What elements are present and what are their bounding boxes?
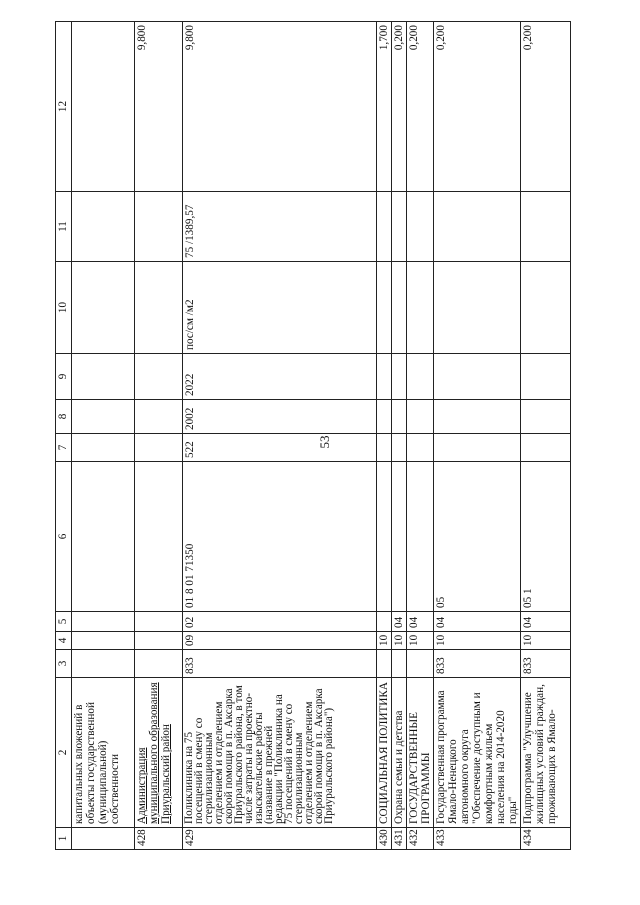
header-cell: 7	[56, 434, 72, 462]
subsection-cell	[377, 612, 392, 632]
target-article-cell	[407, 462, 434, 612]
section-cell: 10	[407, 632, 434, 650]
code-cell: 833	[434, 650, 521, 678]
end-year-cell	[135, 354, 183, 400]
code-cell	[135, 650, 183, 678]
end-year-cell	[521, 354, 571, 400]
row-name: Администрация муниципального образования Приуральский район	[135, 678, 183, 828]
target-article-cell: 05	[434, 462, 521, 612]
header-row	[56, 22, 72, 850]
start-year-cell	[392, 400, 407, 434]
end-year-cell	[392, 354, 407, 400]
header-cell: 6	[56, 462, 72, 612]
budget-table-rotated	[55, 22, 570, 850]
row-name: Поликлиника на 75 посещений в смену со стерилизационным отделением и отделением скорой помощи в п. Аксарка Приуральского района, в том числе затраты на проектно-изыскательские работы (название в прежней редакции "Поликлиника на 75 посещений в смену со стерилизационным отделением и отделением скорой помощи в п. Аксарка Приуральского района")	[183, 678, 377, 828]
code-cell: 833	[183, 650, 377, 678]
expense-type-cell	[521, 434, 571, 462]
unit-cell	[135, 262, 183, 354]
expense-type-cell	[377, 434, 392, 462]
amount-cell: 1,700	[377, 22, 392, 192]
unit-cell	[407, 262, 434, 354]
code-cell	[392, 650, 407, 678]
subsection-cell	[135, 612, 183, 632]
subsection-cell: 04	[407, 612, 434, 632]
page-number: 53	[317, 435, 332, 449]
end-year-cell	[434, 354, 521, 400]
target-article-cell: 01 8 01 71350	[183, 462, 377, 612]
end-year-cell	[72, 354, 135, 400]
row-number: 429	[183, 828, 377, 850]
code-cell	[72, 650, 135, 678]
section-cell: 10	[377, 632, 392, 650]
capacity-cell	[434, 192, 521, 262]
target-article-cell	[392, 462, 407, 612]
table-row	[135, 22, 183, 850]
section-cell	[72, 632, 135, 650]
header-cell: 8	[56, 400, 72, 434]
row-number: 431	[392, 828, 407, 850]
table-row	[72, 22, 135, 850]
table-row	[183, 22, 377, 850]
header-cell: 5	[56, 612, 72, 632]
header-cell: 4	[56, 632, 72, 650]
row-name: СОЦИАЛЬНАЯ ПОЛИТИКА	[377, 678, 392, 828]
unit-cell: пос/см /м2	[183, 262, 377, 354]
row-number: 433	[434, 828, 521, 850]
section-cell	[135, 632, 183, 650]
table-row	[434, 22, 521, 850]
capacity-cell: 75 /1389,57	[183, 192, 377, 262]
target-article-cell	[135, 462, 183, 612]
amount-cell: 0,200	[407, 22, 434, 192]
section-cell: 10	[521, 632, 571, 650]
capacity-cell	[407, 192, 434, 262]
subsection-cell: 02	[183, 612, 377, 632]
code-cell	[407, 650, 434, 678]
target-article-cell	[377, 462, 392, 612]
start-year-cell	[72, 400, 135, 434]
header-cell: 1	[56, 828, 72, 850]
end-year-cell	[377, 354, 392, 400]
unit-cell	[72, 262, 135, 354]
row-number	[72, 828, 135, 850]
table-row	[521, 22, 571, 850]
start-year-cell	[521, 400, 571, 434]
table-row	[392, 22, 407, 850]
amount-cell: 9,800	[183, 22, 377, 192]
expense-type-cell	[135, 434, 183, 462]
start-year-cell	[434, 400, 521, 434]
target-article-cell	[72, 462, 135, 612]
capacity-cell	[521, 192, 571, 262]
end-year-cell	[407, 354, 434, 400]
expense-type-cell	[392, 434, 407, 462]
row-name: капитальных вложений в объекты государственной (муниципальной) собственности	[72, 678, 135, 828]
start-year-cell	[377, 400, 392, 434]
end-year-cell: 2022	[183, 354, 377, 400]
section-cell: 10	[434, 632, 521, 650]
start-year-cell	[135, 400, 183, 434]
code-cell: 833	[521, 650, 571, 678]
unit-cell	[377, 262, 392, 354]
capacity-cell	[377, 192, 392, 262]
capacity-cell	[72, 192, 135, 262]
row-name: ГОСУДАРСТВЕННЫЕ ПРОГРАММЫ	[407, 678, 434, 828]
expense-type-cell: 522	[183, 434, 377, 462]
amount-cell	[72, 22, 135, 192]
subsection-cell: 04	[434, 612, 521, 632]
amount-cell: 0,200	[434, 22, 521, 192]
amount-cell: 9,800	[135, 22, 183, 192]
row-name: Охрана семьи и детства	[392, 678, 407, 828]
subsection-cell: 04	[521, 612, 571, 632]
section-cell: 10	[392, 632, 407, 650]
expense-type-cell	[407, 434, 434, 462]
budget-table	[55, 21, 571, 850]
header-cell: 11	[56, 192, 72, 262]
subsection-cell: 04	[392, 612, 407, 632]
unit-cell	[392, 262, 407, 354]
row-number: 428	[135, 828, 183, 850]
section-cell: 09	[183, 632, 377, 650]
header-cell: 10	[56, 262, 72, 354]
header-cell: 12	[56, 22, 72, 192]
capacity-cell	[135, 192, 183, 262]
code-cell	[377, 650, 392, 678]
start-year-cell	[407, 400, 434, 434]
unit-cell	[434, 262, 521, 354]
row-name: Подпрограмма "Улучшение жилищных условий граждан, проживающих в Ямало-	[521, 678, 571, 828]
capacity-cell	[392, 192, 407, 262]
row-number: 430	[377, 828, 392, 850]
header-cell: 9	[56, 354, 72, 400]
header-cell: 3	[56, 650, 72, 678]
expense-type-cell	[434, 434, 521, 462]
table-row	[377, 22, 392, 850]
table-row	[407, 22, 434, 850]
expense-type-cell	[72, 434, 135, 462]
row-number: 432	[407, 828, 434, 850]
row-name: Государственная программа Ямало-Ненецкого автономного округа "Обеспечение доступным и комфортным жильем населения на 2014-2020 годы"	[434, 678, 521, 828]
unit-cell	[521, 262, 571, 354]
start-year-cell: 2002	[183, 400, 377, 434]
header-cell: 2	[56, 678, 72, 828]
subsection-cell	[72, 612, 135, 632]
amount-cell: 0,200	[521, 22, 571, 192]
amount-cell: 0,200	[392, 22, 407, 192]
target-article-cell: 05 1	[521, 462, 571, 612]
row-number: 434	[521, 828, 571, 850]
